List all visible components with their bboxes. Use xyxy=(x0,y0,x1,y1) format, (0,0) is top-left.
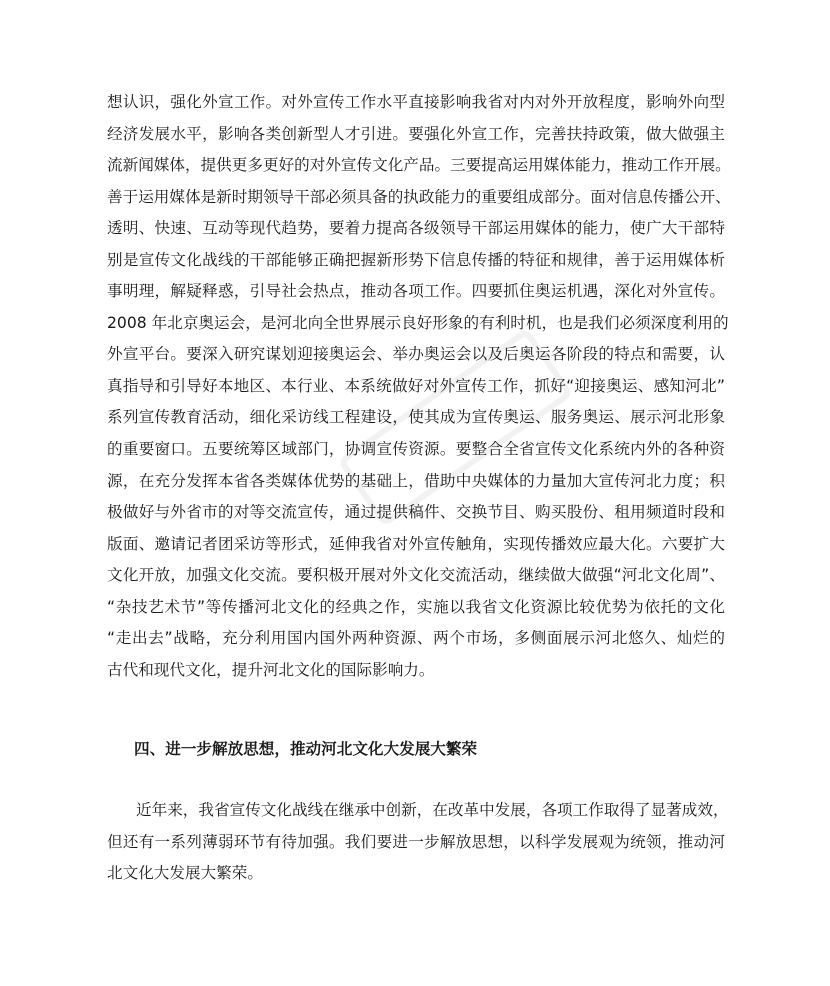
text-line: 经济发展水平，影响各类创新型人才引进。要强化外宣工作，完善扶持政策，做大做强主 xyxy=(107,124,725,143)
text-line: 系列宣传教育活动，细化采访线工程建设，使其成为宣传奥运、服务奥运、展示河北形象 xyxy=(107,408,725,427)
text-line: “走出去”战略，充分利用国内国外两种资源、两个市场，多侧面展示河北悠久、灿烂的 xyxy=(107,629,725,648)
text-line: 极做好与外省市的对等交流宣传，通过提供稿件、交换节目、购买股份、租用频道时段和 xyxy=(107,503,725,522)
text-line: 版面、邀请记者团采访等形式，延伸我省对外宣传触角，实现传播效应最大化。六要扩大 xyxy=(107,534,725,553)
text-line: 善于运用媒体是新时期领导干部必须具备的执政能力的重要组成部分。面对信息传播公开、 xyxy=(107,187,731,206)
text-line: 真指导和引导好本地区、本行业、本系统做好对外宣传工作，抓好“迎接奥运、感知河北” xyxy=(107,376,725,395)
text-line: 但还有一系列薄弱环节有待加强。我们要进一步解放思想，以科学发展观为统领，推动河 xyxy=(107,832,725,851)
text-line: 近年来，我省宣传文化战线在继承中创新，在改革中发展，各项工作取得了显著成效， xyxy=(136,801,729,819)
text-line: 北文化大发展大繁荣。 xyxy=(107,864,263,883)
text-line: 文化开放，加强文化交流。要积极开展对外文化交流活动，继续做大做强“河北文化周”、 xyxy=(107,566,725,585)
text-line: 的重要窗口。五要统筹区域部门，协调宣传资源。要整合全省宣传文化系统内外的各种资 xyxy=(107,440,725,459)
section-heading: 四、进一步解放思想，推动河北文化大发展大繁荣 xyxy=(134,740,478,758)
text-line: “杂技艺术节”等传播河北文化的经典之作，实施以我省文化资源比较优势为依托的文化 xyxy=(107,597,725,616)
paragraph-2 xyxy=(107,795,729,890)
text-line: 透明、快速、互动等现代趋势，要着力提高各级领导干部运用媒体的能力，使广大干部特 xyxy=(107,219,725,238)
text-line: 想认识，强化外宣工作。对外宣传工作水平直接影响我省对内对外开放程度，影响外向型 xyxy=(107,93,725,111)
text-line: 2008 年北京奥运会，是河北向全世界展示良好形象的有利时机，也是我们必须深度利用的 xyxy=(107,313,729,332)
paragraph-1 xyxy=(107,87,731,686)
text-line: 流新闻媒体，提供更多更好的对外宣传文化产品。三要提高运用媒体能力，推动工作开展。 xyxy=(107,156,731,175)
text-line: 古代和现代文化，提升河北文化的国际影响力。 xyxy=(107,660,435,679)
text-line: 别是宣传文化战线的干部能够正确把握新形势下信息传播的特征和规律，善于运用媒体析 xyxy=(107,250,725,269)
text-line: 外宣平台。要深入研究谋划迎接奥运会、举办奥运会以及后奥运各阶段的特点和需要，认 xyxy=(107,345,725,364)
text-line: 事明理，解疑释惑，引导社会热点，推动各项工作。四要抓住奥运机遇，深化对外宣传。 xyxy=(107,282,725,301)
text-line: 源，在充分发挥本省各类媒体优势的基础上，借助中央媒体的力量加大宣传河北力度；积 xyxy=(107,471,725,490)
